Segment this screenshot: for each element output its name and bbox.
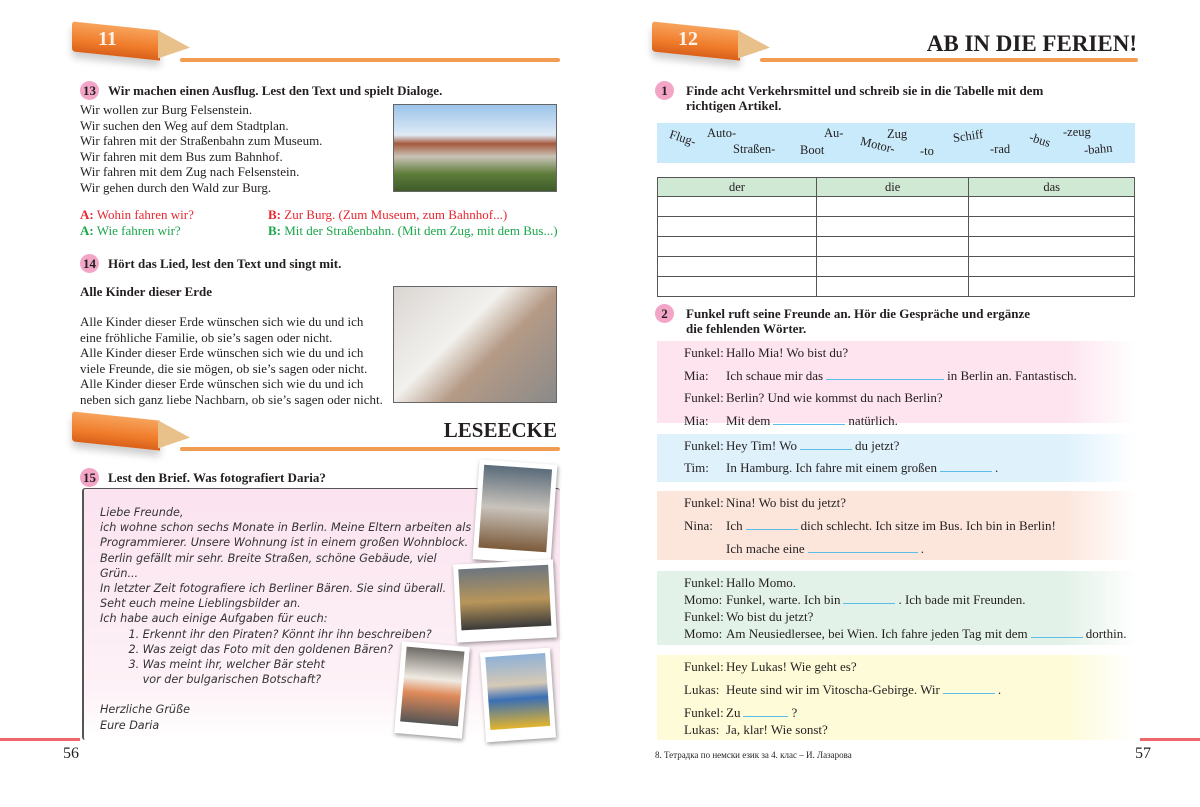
pirate-bear-photo bbox=[394, 641, 470, 739]
word-fragment: Straßen- bbox=[733, 142, 776, 156]
dialog-text: Hallo Mia! Wo bist du? bbox=[726, 345, 849, 360]
table-cell bbox=[816, 257, 969, 277]
text-line: Wir fahren mit der Straßenbahn zum Museum. bbox=[80, 133, 323, 149]
word-fragment: -zeug bbox=[1063, 125, 1091, 139]
table-cell bbox=[658, 197, 817, 217]
dialog-text: du jetzt? bbox=[854, 438, 900, 453]
dialog-text: Ich bbox=[726, 518, 743, 533]
speaker: Funkel: bbox=[684, 390, 724, 405]
dialog-text: Ja, klar! Wie sonst? bbox=[726, 722, 828, 737]
page-number: 57 bbox=[1135, 745, 1151, 762]
dialog-text: . bbox=[994, 460, 999, 475]
word-fragment: Auto- bbox=[707, 126, 737, 140]
letter-line: 1. Erkennt ihr den Piraten? Könnt ihr ihn beschreiben? bbox=[100, 627, 432, 641]
speaker: Funkel: bbox=[684, 438, 724, 453]
dialog-text: Ich schaue mir das bbox=[726, 368, 824, 383]
text-line: Wir fahren mit dem Zug nach Felsenstein. bbox=[80, 164, 300, 180]
text-line: Alle Kinder dieser Erde wünschen sich wie du und ich bbox=[80, 376, 364, 392]
speaker: Mia: bbox=[684, 368, 709, 383]
letter-line: Herzliche Grüße bbox=[100, 703, 190, 717]
answer-blank bbox=[773, 412, 845, 425]
exercise-title: Finde acht Verkehrsmittel und schreib sie in die Tabelle mit dem richtigen Artikel. bbox=[686, 83, 1044, 113]
table-row bbox=[658, 277, 1135, 297]
speaker: Funkel: bbox=[684, 705, 724, 720]
dialog-line bbox=[684, 681, 1137, 698]
speaker: Funkel: bbox=[684, 609, 724, 624]
family-photo bbox=[393, 286, 557, 403]
table-cell bbox=[816, 197, 969, 217]
divider bbox=[180, 58, 560, 62]
exercise-title: Hört das Lied, lest den Text und singt mit. bbox=[108, 256, 342, 271]
text-line: Alle Kinder dieser Erde wünschen sich wie du und ich bbox=[80, 345, 364, 361]
text-line: Wir suchen den Weg auf dem Stadtplan. bbox=[80, 117, 289, 133]
dialog-line bbox=[684, 608, 1137, 625]
speaker: Momo: bbox=[684, 626, 723, 641]
decorative-line bbox=[1140, 738, 1200, 741]
exercise-badge: 2 bbox=[655, 304, 674, 323]
dialog-a: A: Wie fahren wir? bbox=[80, 223, 181, 238]
dialog-text: Am Neusiedlersee, bei Wien. Ich fahre jeden Tag mit dem bbox=[726, 626, 1028, 641]
speaker: Mia: bbox=[684, 413, 709, 428]
text-line: Alle Kinder dieser Erde wünschen sich wie du und ich bbox=[80, 314, 364, 329]
letter-line: 3. Was meint ihr, welcher Bär steht bbox=[100, 657, 325, 671]
dialog-text: . bbox=[997, 682, 1002, 697]
dialog-b: B: Zur Burg. (Zum Museum, zum Bahnhof...) bbox=[268, 207, 508, 222]
unit-number: 11 bbox=[98, 28, 117, 50]
letter-line: Grün... bbox=[100, 566, 139, 580]
exercise-badge: 13 bbox=[80, 81, 99, 100]
exercise-title: Lest den Brief. Was fotografiert Daria? bbox=[108, 470, 326, 485]
dialog-text: Ich mache eine bbox=[726, 541, 805, 556]
text-line: Wir gehen durch den Wald zur Burg. bbox=[80, 179, 272, 195]
column-header: die bbox=[816, 178, 969, 197]
song-text bbox=[80, 314, 383, 408]
table-cell bbox=[658, 257, 817, 277]
speaker: Lukas: bbox=[684, 682, 720, 697]
divider bbox=[760, 58, 1138, 62]
table-cell bbox=[969, 237, 1135, 257]
article-table bbox=[657, 177, 1135, 297]
word-fragment: Zug bbox=[887, 127, 908, 141]
answer-blank bbox=[1031, 625, 1083, 638]
unit-pencil-icon bbox=[72, 22, 187, 56]
answer-blank bbox=[800, 437, 852, 450]
pencil-icon bbox=[72, 412, 187, 446]
page-number: 56 bbox=[63, 745, 79, 762]
dialog-line bbox=[684, 574, 1137, 591]
table-row bbox=[658, 217, 1135, 237]
dialog-line bbox=[684, 591, 1137, 608]
dialog-line bbox=[684, 367, 1137, 384]
speaker: Funkel: bbox=[684, 575, 724, 590]
table-cell bbox=[969, 257, 1135, 277]
table-cell bbox=[816, 237, 969, 257]
dialog-line bbox=[684, 389, 1137, 406]
letter-line: vor der bulgarischen Botschaft? bbox=[100, 673, 322, 687]
word-fragment: Flug- bbox=[667, 127, 698, 149]
letter-line: 2. Was zeigt das Foto mit den goldenen Bären? bbox=[100, 642, 393, 656]
letter-line: ich wohne schon sechs Monate in Berlin. Meine Eltern arbeiten als bbox=[100, 521, 472, 535]
table-row bbox=[658, 237, 1135, 257]
dialog-block bbox=[657, 655, 1137, 740]
dialog-text: Hey Lukas! Wie geht es? bbox=[726, 659, 857, 674]
text-line: neben sich ganz liebe Nachbarn, ob sie’s sagen oder nicht. bbox=[80, 391, 383, 407]
exercise-badge: 15 bbox=[80, 468, 99, 487]
word-fragment: Au- bbox=[824, 126, 844, 140]
letter-line: Programmierer. Unsere Wohnung ist in einem großen Wohnblock. bbox=[100, 536, 469, 550]
speaker: Lukas: bbox=[684, 722, 720, 737]
text-line: Wir wollen zur Burg Felsenstein. bbox=[80, 102, 253, 117]
table-cell bbox=[969, 217, 1135, 237]
word-fragment: -bahn bbox=[1083, 140, 1113, 158]
speaker: Nina: bbox=[684, 518, 713, 533]
dialog-line bbox=[684, 517, 1137, 534]
bulgarian-bear-photo bbox=[480, 648, 556, 743]
answer-blank bbox=[743, 704, 788, 717]
dialog-line bbox=[684, 344, 1137, 361]
dialog-text: . Ich bade mit Freunden. bbox=[898, 592, 1026, 607]
castle-photo bbox=[393, 104, 557, 192]
speaker: Funkel: bbox=[684, 495, 724, 510]
letter-line: Eure Daria bbox=[100, 718, 160, 732]
dialog-a: A: Wohin fahren wir? bbox=[80, 207, 194, 222]
dialog-text: Berlin? Und wie kommst du nach Berlin? bbox=[726, 390, 943, 405]
song-title: Alle Kinder dieser Erde bbox=[80, 284, 213, 299]
table-row bbox=[658, 197, 1135, 217]
unit-number: 12 bbox=[678, 28, 698, 50]
golden-bears-photo bbox=[453, 559, 557, 642]
word-box bbox=[657, 123, 1135, 163]
letter-line: Ich habe auch einige Aufgaben für euch: bbox=[100, 612, 328, 626]
exercise-badge: 14 bbox=[80, 254, 99, 273]
word-fragment: -to bbox=[920, 144, 934, 158]
decorative-line bbox=[0, 738, 80, 741]
dialog-text: In Hamburg. Ich fahre mit einem großen bbox=[726, 460, 937, 475]
word-fragment: Boot bbox=[800, 143, 825, 157]
answer-blank bbox=[746, 517, 798, 530]
table-cell bbox=[658, 237, 817, 257]
column-header: der bbox=[658, 178, 817, 197]
section-title: LESEECKE bbox=[443, 418, 557, 442]
text-line: eine fröhliche Familie, ob sie’s sagen oder nicht. bbox=[80, 329, 333, 345]
table-cell bbox=[658, 277, 817, 297]
letter-line: Seht euch meine Lieblingsbilder an. bbox=[100, 597, 301, 611]
dialog-line bbox=[684, 704, 1137, 721]
dialog-line bbox=[684, 540, 1137, 557]
speaker: Funkel: bbox=[684, 345, 724, 360]
dialog-text: Heute sind wir im Vitoscha-Gebirge. Wir bbox=[726, 682, 940, 697]
dialog-line bbox=[684, 625, 1137, 642]
dialog-text: Nina! Wo bist du jetzt? bbox=[726, 495, 847, 510]
dialog-text: . bbox=[920, 541, 924, 556]
letter-line: Liebe Freunde, bbox=[100, 506, 184, 519]
word-fragment: Motor- bbox=[858, 133, 897, 157]
dialog-line bbox=[684, 721, 1137, 738]
dialog-text: Zu bbox=[726, 705, 741, 720]
divider bbox=[180, 447, 560, 451]
table-cell bbox=[658, 217, 817, 237]
answer-blank bbox=[943, 681, 995, 694]
dialog-line bbox=[684, 658, 1137, 675]
footer-text: 8. Тетрадка по немски език за 4. клас – И. Лазарова bbox=[655, 750, 852, 760]
table-cell bbox=[816, 277, 969, 297]
dialog-text: Hey Tim! Wo bbox=[726, 438, 797, 453]
word-fragment: -rad bbox=[990, 142, 1011, 156]
exercise-title: Funkel ruft seine Freunde an. Hör die Gespräche und ergänze die fehlenden Wörter. bbox=[686, 306, 1031, 336]
word-fragment: Schiff bbox=[952, 126, 985, 146]
answer-blank bbox=[940, 459, 992, 472]
dialog-line bbox=[684, 437, 1137, 454]
dialog-block bbox=[657, 341, 1137, 428]
dialog-text: natürlich. bbox=[848, 413, 898, 428]
dialog-text: dorthin. bbox=[1085, 626, 1127, 641]
unit-pencil-icon bbox=[652, 22, 767, 56]
letter-line: Berlin gefällt mir sehr. Breite Straßen, schöne Gebäude, viel bbox=[100, 551, 437, 565]
table-cell bbox=[816, 217, 969, 237]
word-fragment: -bus bbox=[1027, 130, 1053, 151]
speaker: Funkel: bbox=[684, 659, 724, 674]
text-line: Wir fahren mit dem Bus zum Bahnhof. bbox=[80, 148, 283, 164]
column-header: das bbox=[969, 178, 1135, 197]
bear-photo bbox=[473, 459, 558, 564]
ex13-text bbox=[80, 102, 322, 196]
dialog-block bbox=[657, 491, 1137, 560]
dialog-block bbox=[657, 434, 1137, 482]
dialog-text: Hallo Momo. bbox=[726, 575, 797, 590]
exercise-badge: 1 bbox=[655, 81, 674, 100]
table-cell bbox=[969, 277, 1135, 297]
dialog-text: dich schlecht. Ich sitze im Bus. Ich bin in Berlin! bbox=[800, 518, 1056, 533]
dialog-block bbox=[657, 571, 1137, 645]
table-row bbox=[658, 257, 1135, 277]
text-line: viele Freunde, die sie mögen, ob sie’s sagen oder nicht. bbox=[80, 360, 368, 376]
dialog-text: Funkel, warte. Ich bin bbox=[726, 592, 841, 607]
exercise-title: Wir machen einen Ausflug. Lest den Text und spielt Dialoge. bbox=[108, 83, 443, 98]
dialog-line bbox=[684, 494, 1137, 511]
page-title: AB IN DIE FERIEN! bbox=[926, 31, 1137, 56]
answer-blank bbox=[843, 591, 895, 604]
answer-blank bbox=[826, 367, 944, 380]
dialog-b: B: Mit der Straßenbahn. (Mit dem Zug, mit dem Bus...) bbox=[268, 223, 558, 238]
dialog-text: Mit dem bbox=[726, 413, 771, 428]
dialog-text: ? bbox=[791, 705, 798, 720]
dialog-text: in Berlin an. Fantastisch. bbox=[947, 368, 1077, 383]
letter-line: In letzter Zeit fotografiere ich Berliner Bären. Sie sind überall. bbox=[100, 581, 447, 595]
table-cell bbox=[969, 197, 1135, 217]
answer-blank bbox=[808, 540, 918, 553]
dialog-line bbox=[684, 412, 1137, 429]
dialog-text: Wo bist du jetzt? bbox=[726, 609, 814, 624]
speaker: Momo: bbox=[684, 592, 723, 607]
dialog-line bbox=[684, 459, 1137, 476]
speaker: Tim: bbox=[684, 460, 709, 475]
